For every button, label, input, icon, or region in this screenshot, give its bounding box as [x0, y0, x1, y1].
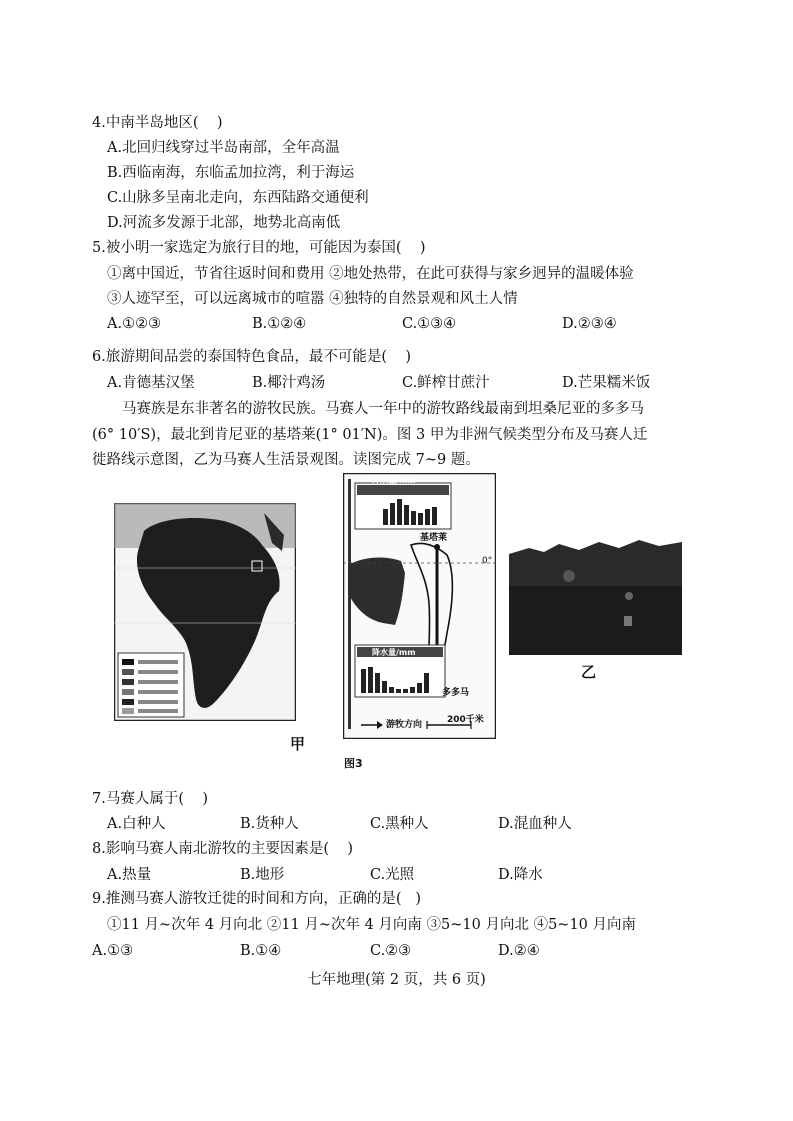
q7-option-d: D.混血种人	[498, 816, 572, 832]
q5-statements-2: ③人迹罕至，可以远离城市的喧嚣 ④独特的自然景观和风土人情	[107, 291, 518, 307]
q9-option-b: B.①④	[240, 943, 282, 959]
q8-option-a: A.热量	[107, 867, 152, 883]
q8-option-c: C.光照	[370, 867, 415, 883]
q4-stem: 4.中南半岛地区( )	[92, 115, 223, 131]
figure-label-yi: 乙	[581, 663, 597, 681]
q9-statements: ①11 月~次年 4 月向北 ②11 月~次年 4 月向南 ③5~10 月向北 ④5~10 月向南	[107, 917, 637, 933]
q5-option-b: B.①②④	[252, 316, 307, 332]
q9-option-c: C.②③	[370, 943, 412, 959]
passage-line-1: 马赛族是东非著名的游牧民族。马赛人一年中的游牧路线最南到坦桑尼亚的多多马	[122, 401, 644, 417]
place-dodoma: 多多马	[442, 688, 470, 698]
q6-option-c: C.鲜榨甘蔗汁	[402, 375, 490, 391]
q6-option-b: B.椰汁鸡汤	[252, 375, 326, 391]
legend-route-direction: 游牧方向	[386, 720, 423, 730]
q6-stem: 6.旅游期间品尝的泰国特色食品，最不可能是( )	[92, 349, 412, 365]
rainfall-chart-top-label: 降水量/mm	[372, 476, 416, 485]
q5-option-a: A.①②③	[107, 316, 162, 332]
q4-option-d: D.河流多发源于北部，地势北高南低	[107, 215, 341, 231]
figure-route-map	[343, 473, 496, 739]
q8-option-b: B.地形	[240, 867, 285, 883]
figure-label-jia: 甲	[290, 735, 306, 753]
q7-stem: 7.马赛人属于( )	[92, 791, 209, 807]
q6-option-a: A.肯德基汉堡	[107, 375, 195, 391]
q4-option-c: C.山脉多呈南北走向，东西陆路交通便利	[107, 190, 369, 206]
q7-option-b: B.货种人	[240, 816, 299, 832]
q9-stem: 9.推测马赛人游牧迁徙的时间和方向，正确的是( )	[92, 891, 421, 907]
q5-stem: 5.被小明一家选定为旅行目的地，可能因为泰国( )	[92, 240, 426, 256]
q5-statements-1: ①离中国近，节省往返时间和费用 ②地处热带，在此可获得与家乡迥异的温暖体验	[107, 266, 634, 282]
figure-yi-landscape-photo	[509, 526, 682, 655]
q8-option-d: D.降水	[498, 867, 543, 883]
passage-line-3: 徙路线示意图，乙为马赛人生活景观图。读图完成 7~9 题。	[92, 452, 480, 468]
q4-option-a: A.北回归线穿过半岛南部，全年高温	[107, 140, 340, 156]
q4-option-b: B.西临南海，东临孟加拉湾，利于海运	[107, 165, 355, 181]
q8-stem: 8.影响马赛人南北游牧的主要因素是( )	[92, 841, 354, 857]
q5-option-c: C.①③④	[402, 316, 457, 332]
equator-mark: 0°	[482, 556, 493, 566]
rainfall-chart-bottom-label: 降水量/mm	[372, 648, 416, 657]
q6-option-d: D.芒果糯米饭	[562, 375, 651, 391]
place-kitale: 基塔莱	[420, 533, 448, 543]
figure-jia-africa-map	[114, 503, 296, 721]
q7-option-c: C.黑种人	[370, 816, 429, 832]
passage-line-2: (6° 10′S)，最北到肯尼亚的基塔莱(1° 01′N)。图 3 甲为非洲气候类型分布及马赛人迁	[92, 427, 648, 443]
q9-option-d: D.②④	[498, 943, 540, 959]
page-footer: 七年地理(第 2 页，共 6 页)	[307, 972, 486, 988]
q5-option-d: D.②③④	[562, 316, 617, 332]
q9-option-a: A.①③	[92, 943, 134, 959]
figure-caption: 图3	[344, 757, 363, 770]
map-scale: 200千米	[447, 715, 484, 725]
q7-option-a: A.白种人	[107, 816, 166, 832]
